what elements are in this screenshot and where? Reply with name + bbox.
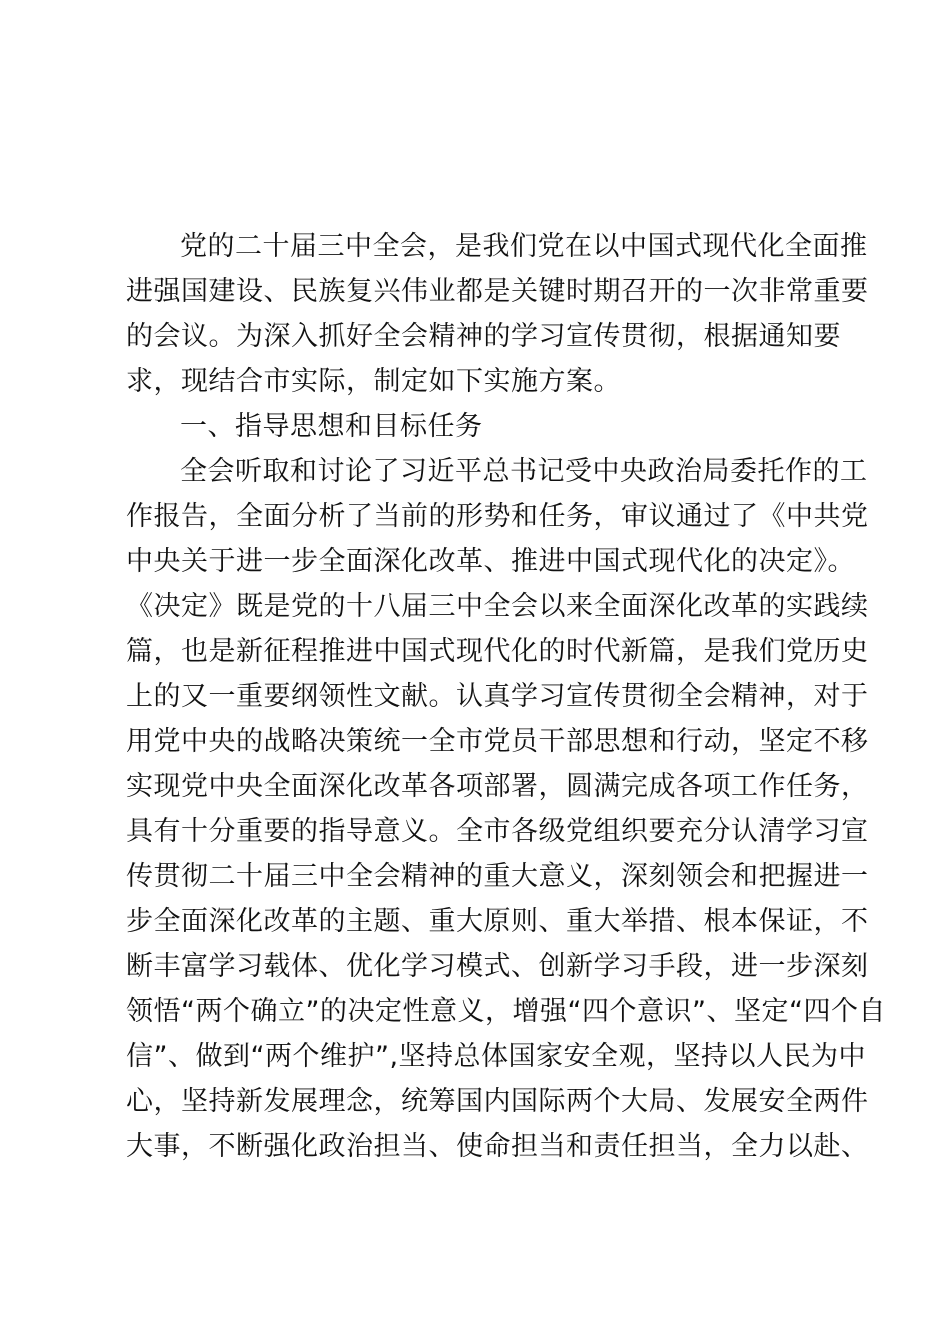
text-line: 《决定》既是党的十八届三中全会以来全面深化改革的实践续: [126, 591, 869, 622]
text-line: 篇，也是新征程推进中国式现代化的时代新篇，是我们党历史: [126, 636, 869, 667]
text-line: 信”、做到“两个维护”,坚持总体国家安全观，坚持以人民为中: [126, 1041, 867, 1072]
text-line: 上的又一重要纲领性文献。认真学习宣传贯彻全会精神，对于: [126, 681, 869, 712]
text-line: 传贯彻二十届三中全会精神的重大意义，深刻领会和把握进一: [126, 861, 869, 892]
body-text: [126, 224, 886, 1169]
text-line: 党的二十届三中全会，是我们党在以中国式现代化全面推: [180, 231, 868, 262]
section-heading: 一、指导思想和目标任务: [180, 411, 483, 442]
text-line: 实现党中央全面深化改革各项部署，圆满完成各项工作任务，: [126, 771, 869, 802]
text-line: 具有十分重要的指导意义。全市各级党组织要充分认清学习宣: [126, 816, 869, 847]
text-line: 断丰富学习载体、优化学习模式、创新学习手段，进一步深刻: [126, 951, 869, 982]
text-line: 作报告，全面分析了当前的形势和任务，审议通过了《中共党: [126, 501, 869, 532]
text-line: 用党中央的战略决策统一全市党员干部思想和行动，坚定不移: [126, 726, 869, 757]
text-line: 心，坚持新发展理念，统筹国内国际两个大局、发展安全两件: [126, 1086, 869, 1117]
text-line: 全会听取和讨论了习近平总书记受中央政治局委托作的工: [180, 456, 868, 487]
text-line: 的会议。为深入抓好全会精神的学习宣传贯彻，根据通知要: [126, 321, 841, 352]
text-line: 求，现结合市实际，制定如下实施方案。: [126, 366, 621, 397]
text-line: 步全面深化改革的主题、重大原则、重大举措、根本保证，不: [126, 906, 869, 937]
text-line: 中央关于进一步全面深化改革、推进中国式现代化的决定》。: [126, 546, 855, 577]
text-line: 领悟“两个确立”的决定性意义，增强“四个意识”、坚定“四个自: [126, 996, 886, 1027]
text-line: 进强国建设、民族复兴伟业都是关键时期召开的一次非常重要: [126, 276, 869, 307]
text-line: 大事，不断强化政治担当、使命担当和责任担当，全力以赴、: [126, 1131, 869, 1162]
